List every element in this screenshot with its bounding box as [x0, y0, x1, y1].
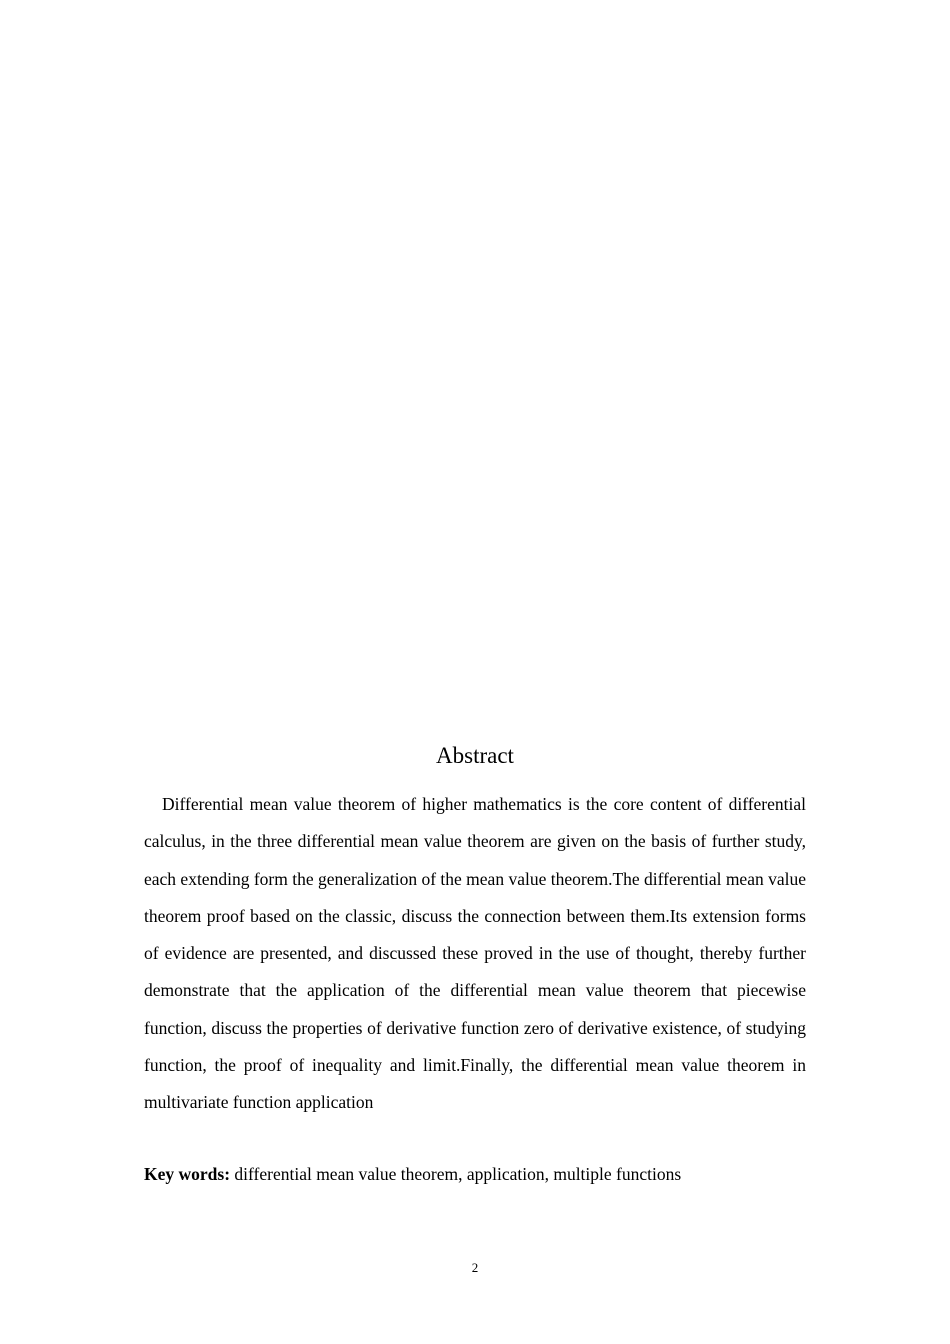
keywords-line [144, 1160, 806, 1188]
keywords-label: Key words: [144, 1164, 231, 1184]
abstract-heading: Abstract [436, 743, 514, 768]
abstract-paragraph: Differential mean value theorem of higher mathematics is the core content of differential calculus, in the three differential mean value theorem are given on the basis of further study, each extending form the generalization of the mean value theorem.The differential mean value theorem proof based on the classic, discuss the connection between them.Its extension forms of evidence are presented, and discussed these proved in the use of thought, thereby further demonstrate that the application of the differential mean value theorem that piecewise function, discuss the properties of derivative function zero of derivative existence, of studying function, the proof of inequality and limit.Finally, the differential mean value theorem in multivariate function application [144, 794, 806, 1113]
page-number: 2 [471, 1260, 479, 1275]
keywords-text: differential mean value theorem, application, multiple functions [234, 1164, 682, 1184]
